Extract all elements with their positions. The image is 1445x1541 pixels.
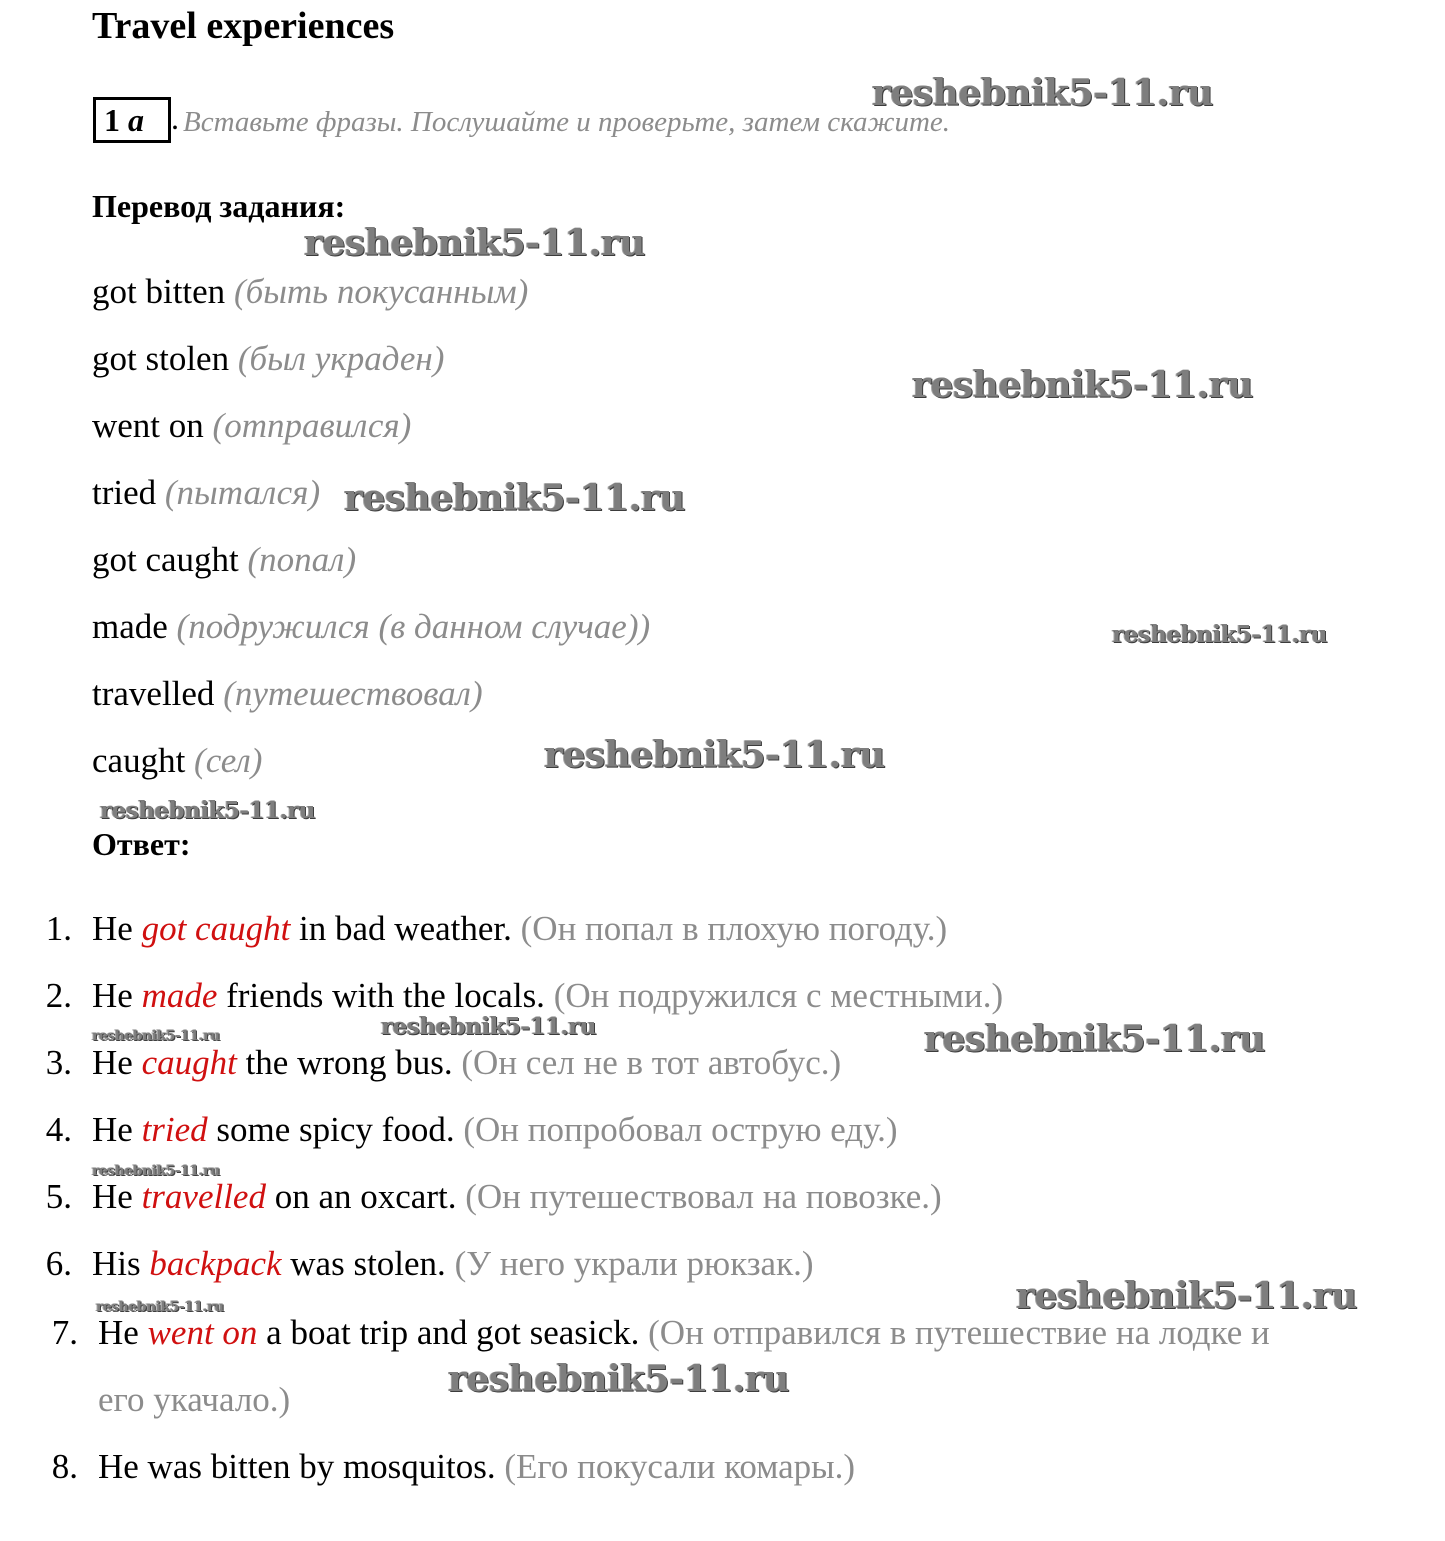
phrase-en: got caught xyxy=(92,540,239,579)
watermark: reshebnik5-11.ru xyxy=(381,1013,596,1040)
watermark: reshebnik5-11.ru xyxy=(872,72,1213,114)
phrase-ru: (путешествовал) xyxy=(223,674,483,713)
answer-number: 3. xyxy=(45,1043,72,1082)
task-number-box xyxy=(93,97,171,143)
watermark: reshebnik5-11.ru xyxy=(100,797,315,824)
answer-line xyxy=(92,909,947,949)
phrase-item xyxy=(92,339,444,379)
phrase-ru: (подружился (в данном случае)) xyxy=(176,607,651,646)
watermark: reshebnik5-11.ru xyxy=(344,477,685,519)
phrase-ru: (отправился) xyxy=(212,406,412,445)
answer-highlight: got caught xyxy=(141,909,291,948)
task-period: . xyxy=(171,100,179,136)
phrase-item xyxy=(92,272,528,312)
watermark: reshebnik5-11.ru xyxy=(1112,621,1327,648)
answer-post: was stolen. xyxy=(290,1244,446,1283)
answer-number: 1. xyxy=(45,909,72,948)
phrase-en: got stolen xyxy=(92,339,230,378)
answer-translation: (Он подружился с местными.) xyxy=(553,976,1004,1015)
task-instruction: Вставьте фразы. Послушайте и проверьте, затем скажите. xyxy=(183,106,951,138)
answer-translation: (Он путешествовал на повозке.) xyxy=(465,1177,942,1216)
answer-translation: (Он отправился в путешествие на лодке и xyxy=(648,1313,1270,1352)
answer-highlight: travelled xyxy=(141,1177,266,1216)
phrase-item xyxy=(92,473,320,513)
watermark: reshebnik5-11.ru xyxy=(1016,1275,1357,1317)
answer-line xyxy=(98,1447,855,1487)
phrase-ru: (пытался) xyxy=(164,473,321,512)
answer-pre: He xyxy=(92,1110,133,1149)
watermark: reshebnik5-11.ru xyxy=(448,1358,789,1400)
answer-line xyxy=(92,1177,942,1217)
answer-number: 7. xyxy=(51,1313,78,1352)
watermark: reshebnik5-11.ru xyxy=(92,1028,220,1044)
answer-line-continuation xyxy=(98,1380,290,1420)
answer-post: in bad weather. xyxy=(299,909,512,948)
answer-number: 5. xyxy=(45,1177,72,1216)
answer-post: friends with the locals. xyxy=(226,976,545,1015)
task-number: 1 xyxy=(104,101,120,138)
answer-number: 2. xyxy=(45,976,72,1015)
phrase-en: caught xyxy=(92,741,186,780)
answer-highlight: went on xyxy=(147,1313,258,1352)
watermark: reshebnik5-11.ru xyxy=(96,1299,224,1315)
answer-heading: Ответ: xyxy=(92,826,191,862)
translation-heading: Перевод задания: xyxy=(92,188,346,224)
answer-pre: He xyxy=(92,1043,133,1082)
answer-number: 6. xyxy=(45,1244,72,1283)
phrase-en: got bitten xyxy=(92,272,226,311)
answer-line xyxy=(92,1110,898,1150)
answer-translation-cont: его укачало.) xyxy=(98,1380,291,1419)
phrase-en: travelled xyxy=(92,674,215,713)
phrase-ru: (был украден) xyxy=(237,339,445,378)
answer-post: a boat trip and got seasick. xyxy=(266,1313,640,1352)
answer-line xyxy=(92,1043,841,1083)
answer-line xyxy=(92,976,1003,1016)
answer-pre: He xyxy=(98,1313,139,1352)
watermark: reshebnik5-11.ru xyxy=(304,222,645,264)
phrase-item xyxy=(92,406,411,446)
answer-post: on an oxcart. xyxy=(274,1177,457,1216)
answer-pre: He xyxy=(92,1177,133,1216)
answer-highlight: backpack xyxy=(149,1244,282,1283)
watermark: reshebnik5-11.ru xyxy=(92,1163,220,1179)
phrase-en: went on xyxy=(92,406,204,445)
answer-pre: He xyxy=(92,976,133,1015)
phrase-ru: (сел) xyxy=(194,741,263,780)
phrase-ru: (попал) xyxy=(247,540,357,579)
answer-translation: (Он сел не в тот автобус.) xyxy=(461,1043,842,1082)
answer-line xyxy=(92,1244,814,1284)
answer-translation: (Он попал в плохую погоду.) xyxy=(520,909,948,948)
page-title: Travel experiences xyxy=(92,5,395,47)
answer-line xyxy=(98,1313,1270,1353)
answer-pre: He was bitten by mosquitos. xyxy=(98,1447,496,1486)
watermark: reshebnik5-11.ru xyxy=(912,364,1253,406)
watermark: reshebnik5-11.ru xyxy=(544,734,885,776)
answer-pre: He xyxy=(92,909,133,948)
answer-highlight: made xyxy=(141,976,218,1015)
answer-post: the wrong bus. xyxy=(245,1043,453,1082)
answer-pre: His xyxy=(92,1244,141,1283)
phrase-item xyxy=(92,540,356,580)
answer-number: 8. xyxy=(51,1447,78,1486)
phrase-item xyxy=(92,741,262,781)
phrase-en: tried xyxy=(92,473,157,512)
watermark: reshebnik5-11.ru xyxy=(924,1018,1265,1060)
phrase-en: made xyxy=(92,607,168,646)
task-letter: a xyxy=(128,101,144,138)
answer-highlight: caught xyxy=(141,1043,237,1082)
answer-translation: (Он попробовал острую еду.) xyxy=(463,1110,898,1149)
answer-post: some spicy food. xyxy=(216,1110,455,1149)
answer-translation: (Его покусали комары.) xyxy=(504,1447,856,1486)
answer-translation: (У него украли рюкзак.) xyxy=(454,1244,814,1283)
answer-highlight: tried xyxy=(141,1110,208,1149)
phrase-item xyxy=(92,674,483,714)
phrase-item xyxy=(92,607,650,647)
phrase-ru: (быть покусанным) xyxy=(233,272,529,311)
answer-number: 4. xyxy=(45,1110,72,1149)
